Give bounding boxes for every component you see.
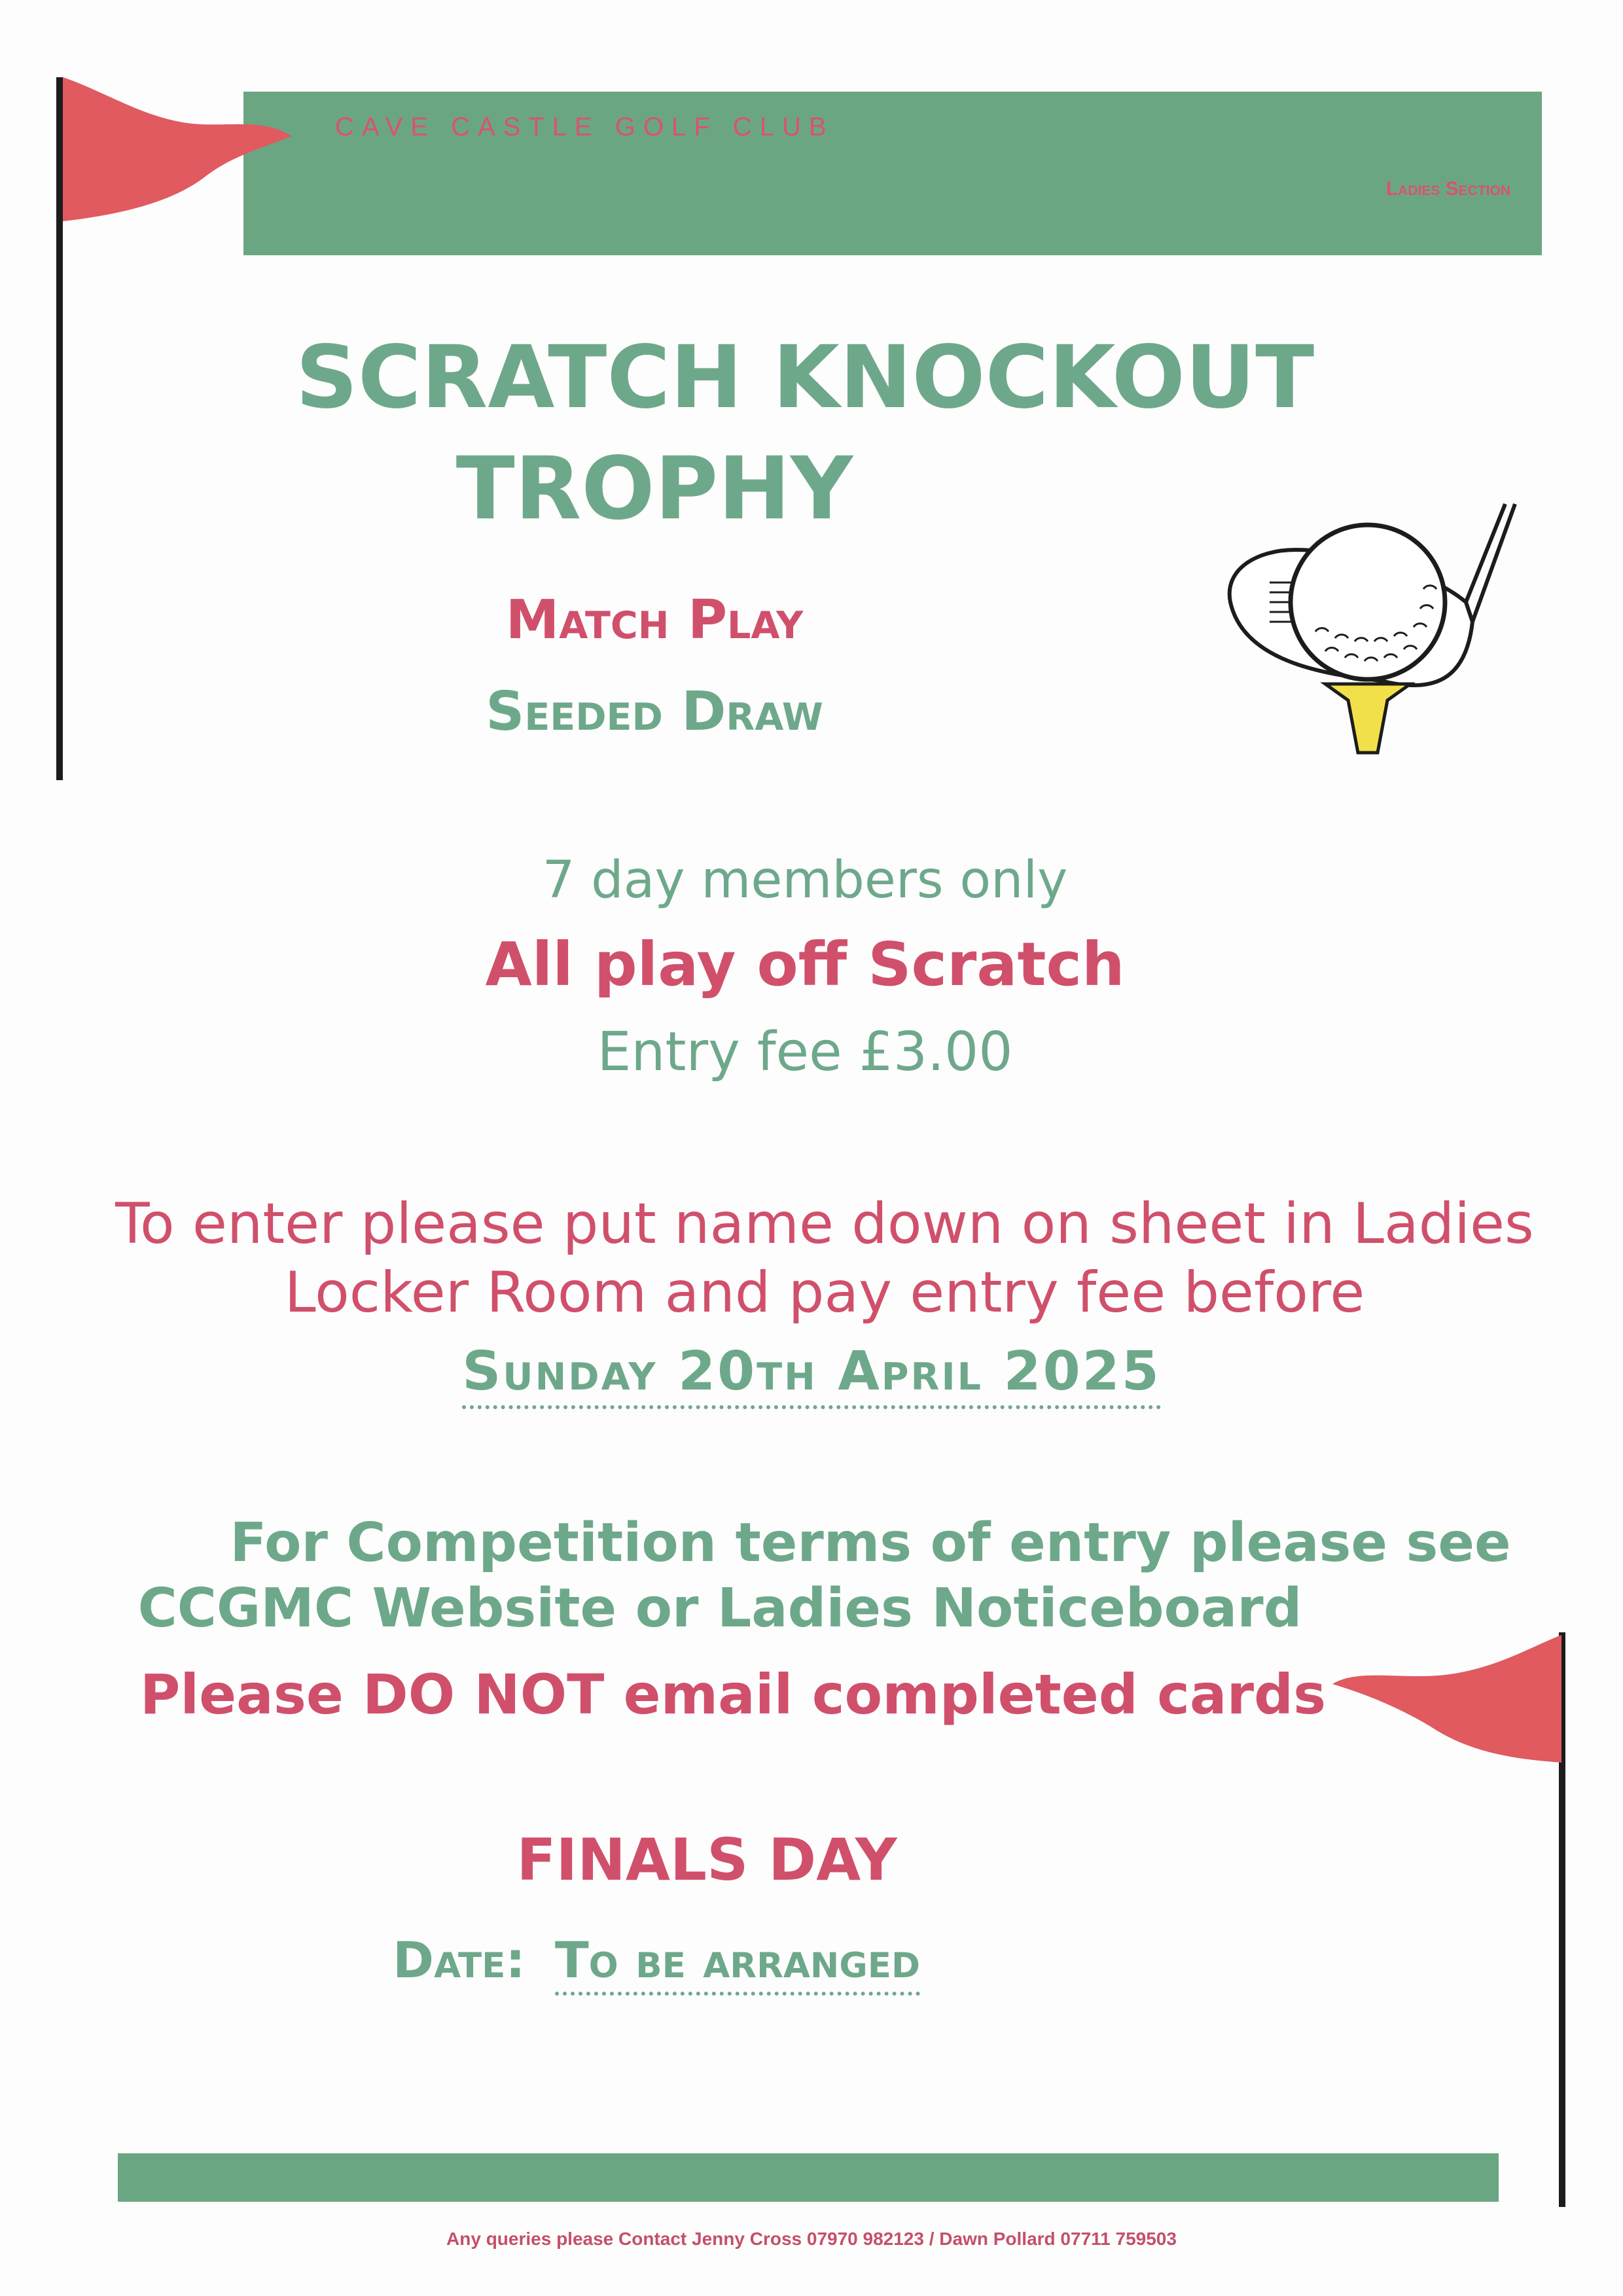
entry-fee-text: Entry fee £3.00 <box>597 1021 1013 1083</box>
ladies-section-label: Ladies Section <box>1385 178 1510 200</box>
club-name: CAVE CASTLE GOLF CLUB <box>335 113 834 141</box>
entry-deadline: Sunday 20th April 2025 <box>462 1340 1161 1409</box>
entry-instructions-line-1: To enter please put name down on sheet in Ladies <box>115 1191 1534 1257</box>
title-line-1: SCRATCH KNOCKOUT <box>295 327 1315 428</box>
terms-line-1: For Competition terms of entry please see <box>230 1512 1511 1574</box>
flag-icon <box>63 77 298 228</box>
header-band <box>243 92 1542 255</box>
deadline-row <box>0 1340 1623 1409</box>
play-off-scratch-text: All play off Scratch <box>485 929 1125 999</box>
match-play-label: Match Play <box>505 589 804 651</box>
finals-day-heading: FINALS DAY <box>516 1826 897 1893</box>
finals-date-row <box>393 1931 920 1989</box>
terms-line-2: CCGMC Website or Ladies Noticeboard <box>137 1577 1302 1640</box>
no-email-warning: Please DO NOT email completed cards <box>139 1662 1327 1727</box>
members-only-text: 7 day members only <box>542 851 1068 910</box>
contact-line: Any queries please Contact Jenny Cross 07970 982123 / Dawn Pollard 07711 759503 <box>446 2229 1177 2249</box>
entry-instructions-line-2: Locker Room and pay entry fee before <box>284 1260 1365 1325</box>
seeded-draw-label: Seeded Draw <box>486 681 823 743</box>
finals-date-value: To be arranged <box>555 1931 920 1996</box>
title-line-2: TROPHY <box>455 439 853 539</box>
finals-date-label: Date: <box>393 1931 526 1989</box>
flag-pole-top-left <box>56 77 63 780</box>
footer-band <box>118 2153 1499 2202</box>
